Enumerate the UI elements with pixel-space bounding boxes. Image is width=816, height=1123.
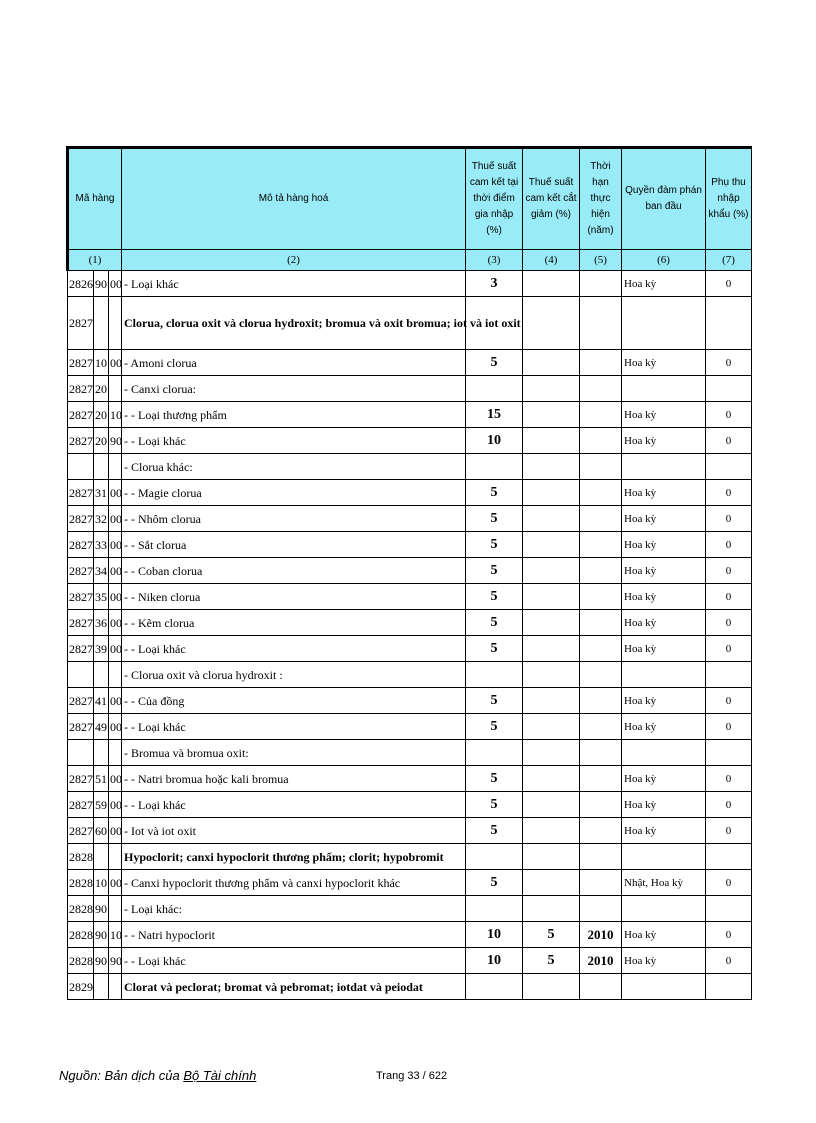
- table-row: [68, 610, 752, 636]
- negotiating-rights-cell: Hoa kỳ: [622, 558, 706, 584]
- table-row: [68, 974, 752, 1000]
- negotiating-rights-cell: Hoa kỳ: [622, 271, 706, 297]
- implementation-year-cell: [580, 506, 622, 532]
- code-heading-cell: 2827: [68, 506, 94, 532]
- code-subheading-cell: [94, 740, 109, 766]
- table-row: [68, 896, 752, 922]
- final-rate-cell: [523, 714, 580, 740]
- final-rate-cell: [523, 896, 580, 922]
- implementation-year-cell: [580, 792, 622, 818]
- code-heading-cell: 2826: [68, 271, 94, 297]
- surcharge-cell: [706, 896, 752, 922]
- implementation-year-cell: [580, 844, 622, 870]
- rate-at-accession-cell: 5: [466, 506, 523, 532]
- code-subheading-cell: 41: [94, 688, 109, 714]
- description-cell: - - Natri hypoclorit: [122, 922, 466, 948]
- code-subheading-cell: [94, 662, 109, 688]
- description-cell: - - Natri bromua hoặc kali bromua: [122, 766, 466, 792]
- surcharge-cell: 0: [706, 428, 752, 454]
- negotiating-rights-cell: Nhật, Hoa kỳ: [622, 870, 706, 896]
- implementation-year-cell: [580, 896, 622, 922]
- table-number-row: [68, 250, 752, 271]
- negotiating-rights-cell: Hoa kỳ: [622, 402, 706, 428]
- code-heading-cell: 2828: [68, 844, 94, 870]
- negotiating-rights-cell: [622, 454, 706, 480]
- implementation-year-cell: 2010: [580, 922, 622, 948]
- table-body: [68, 271, 752, 1000]
- description-cell: - - Nhôm clorua: [122, 506, 466, 532]
- rate-at-accession-cell: 5: [466, 610, 523, 636]
- code-subheading-cell: 59: [94, 792, 109, 818]
- code-subheading-cell: 10: [94, 350, 109, 376]
- description-cell: - - Loại thương phẩm: [122, 402, 466, 428]
- code-heading-cell: 2827: [68, 818, 94, 844]
- negotiating-rights-cell: [622, 376, 706, 402]
- final-rate-cell: [523, 974, 580, 1000]
- code-heading-cell: 2828: [68, 896, 94, 922]
- header-period: Thời hạn thực hiện (năm): [580, 148, 622, 250]
- table-row: [68, 792, 752, 818]
- code-national-cell: 00: [109, 688, 122, 714]
- description-cell: Clorua, clorua oxit và clorua hydroxit; bromua và oxit bromua; iot và iot oxit: [122, 297, 466, 350]
- surcharge-cell: 0: [706, 558, 752, 584]
- code-subheading-cell: 60: [94, 818, 109, 844]
- code-heading-cell: 2827: [68, 584, 94, 610]
- negotiating-rights-cell: Hoa kỳ: [622, 688, 706, 714]
- final-rate-cell: [523, 636, 580, 662]
- header-code: Mã hàng: [68, 148, 122, 250]
- code-subheading-cell: [94, 454, 109, 480]
- final-rate-cell: [523, 818, 580, 844]
- surcharge-cell: 0: [706, 506, 752, 532]
- code-heading-cell: 2827: [68, 376, 94, 402]
- code-national-cell: 00: [109, 766, 122, 792]
- tariff-table: [66, 146, 752, 1000]
- header-num-3: (3): [466, 250, 523, 271]
- implementation-year-cell: [580, 480, 622, 506]
- code-heading-cell: 2828: [68, 870, 94, 896]
- table-row: [68, 454, 752, 480]
- description-cell: Hypoclorit; canxi hypoclorit thương phẩm; clorit; hypobromit: [122, 844, 466, 870]
- description-cell: - Loại khác: [122, 271, 466, 297]
- header-num-2: (2): [122, 250, 466, 271]
- rate-at-accession-cell: 5: [466, 350, 523, 376]
- rate-at-accession-cell: 5: [466, 818, 523, 844]
- code-subheading-cell: 31: [94, 480, 109, 506]
- header-negotiating-rights: Quyền đàm phán ban đầu: [622, 148, 706, 250]
- surcharge-cell: 0: [706, 636, 752, 662]
- rate-at-accession-cell: [466, 454, 523, 480]
- code-subheading-cell: 90: [94, 271, 109, 297]
- implementation-year-cell: [580, 636, 622, 662]
- implementation-year-cell: [580, 766, 622, 792]
- negotiating-rights-cell: Hoa kỳ: [622, 792, 706, 818]
- table-row: [68, 584, 752, 610]
- negotiating-rights-cell: Hoa kỳ: [622, 350, 706, 376]
- final-rate-cell: [523, 610, 580, 636]
- final-rate-cell: [523, 506, 580, 532]
- code-national-cell: 00: [109, 792, 122, 818]
- rate-at-accession-cell: 5: [466, 636, 523, 662]
- code-subheading-cell: 20: [94, 402, 109, 428]
- rate-at-accession-cell: 5: [466, 532, 523, 558]
- rate-at-accession-cell: [466, 662, 523, 688]
- negotiating-rights-cell: [622, 740, 706, 766]
- description-cell: - Clorua khác:: [122, 454, 466, 480]
- table-row: [68, 662, 752, 688]
- code-national-cell: 00: [109, 636, 122, 662]
- description-cell: - - Loại khác: [122, 792, 466, 818]
- description-cell: - - Niken clorua: [122, 584, 466, 610]
- surcharge-cell: 0: [706, 271, 752, 297]
- negotiating-rights-cell: Hoa kỳ: [622, 584, 706, 610]
- implementation-year-cell: [580, 297, 622, 350]
- rate-at-accession-cell: 15: [466, 402, 523, 428]
- surcharge-cell: 0: [706, 584, 752, 610]
- surcharge-cell: 0: [706, 870, 752, 896]
- final-rate-cell: [523, 688, 580, 714]
- description-cell: - Iot và iot oxit: [122, 818, 466, 844]
- final-rate-cell: [523, 454, 580, 480]
- table-row: [68, 402, 752, 428]
- description-cell: - Canxi clorua:: [122, 376, 466, 402]
- implementation-year-cell: [580, 402, 622, 428]
- rate-at-accession-cell: [466, 376, 523, 402]
- implementation-year-cell: [580, 714, 622, 740]
- code-subheading-cell: 35: [94, 584, 109, 610]
- code-subheading-cell: [94, 297, 109, 350]
- code-heading-cell: 2827: [68, 350, 94, 376]
- code-national-cell: 00: [109, 584, 122, 610]
- description-cell: - Loại khác:: [122, 896, 466, 922]
- surcharge-cell: 0: [706, 948, 752, 974]
- implementation-year-cell: [580, 532, 622, 558]
- header-num-1: (1): [68, 250, 122, 271]
- negotiating-rights-cell: Hoa kỳ: [622, 922, 706, 948]
- table-row: [68, 480, 752, 506]
- implementation-year-cell: [580, 271, 622, 297]
- surcharge-cell: 0: [706, 792, 752, 818]
- description-cell: - Canxi hypoclorit thương phẩm và canxi hypoclorit khác: [122, 870, 466, 896]
- rate-at-accession-cell: 5: [466, 870, 523, 896]
- description-cell: - - Kẽm clorua: [122, 610, 466, 636]
- surcharge-cell: [706, 974, 752, 1000]
- table-row: [68, 688, 752, 714]
- code-national-cell: [109, 896, 122, 922]
- implementation-year-cell: [580, 974, 622, 1000]
- negotiating-rights-cell: Hoa kỳ: [622, 766, 706, 792]
- surcharge-cell: 0: [706, 532, 752, 558]
- code-national-cell: [109, 662, 122, 688]
- code-subheading-cell: 33: [94, 532, 109, 558]
- table-row: [68, 376, 752, 402]
- negotiating-rights-cell: Hoa kỳ: [622, 818, 706, 844]
- final-rate-cell: [523, 766, 580, 792]
- table-row: [68, 506, 752, 532]
- surcharge-cell: 0: [706, 818, 752, 844]
- rate-at-accession-cell: 5: [466, 714, 523, 740]
- rate-at-accession-cell: 10: [466, 948, 523, 974]
- code-subheading-cell: 39: [94, 636, 109, 662]
- code-national-cell: [109, 376, 122, 402]
- negotiating-rights-cell: [622, 662, 706, 688]
- code-subheading-cell: 51: [94, 766, 109, 792]
- code-national-cell: 00: [109, 558, 122, 584]
- code-heading-cell: 2828: [68, 922, 94, 948]
- header-num-6: (6): [622, 250, 706, 271]
- final-rate-cell: [523, 870, 580, 896]
- final-rate-cell: [523, 792, 580, 818]
- final-rate-cell: [523, 740, 580, 766]
- negotiating-rights-cell: Hoa kỳ: [622, 480, 706, 506]
- implementation-year-cell: [580, 870, 622, 896]
- code-heading-cell: [68, 740, 94, 766]
- code-heading-cell: 2827: [68, 610, 94, 636]
- table-row: [68, 818, 752, 844]
- code-heading-cell: 2827: [68, 558, 94, 584]
- code-subheading-cell: 20: [94, 376, 109, 402]
- code-subheading-cell: 10: [94, 870, 109, 896]
- table-header-row: [68, 148, 752, 250]
- table-row: [68, 714, 752, 740]
- negotiating-rights-cell: Hoa kỳ: [622, 610, 706, 636]
- rate-at-accession-cell: 10: [466, 428, 523, 454]
- description-cell: - - Loại khác: [122, 636, 466, 662]
- code-national-cell: 90: [109, 428, 122, 454]
- negotiating-rights-cell: Hoa kỳ: [622, 714, 706, 740]
- negotiating-rights-cell: [622, 297, 706, 350]
- code-national-cell: 00: [109, 532, 122, 558]
- code-subheading-cell: 32: [94, 506, 109, 532]
- code-subheading-cell: 90: [94, 948, 109, 974]
- code-heading-cell: [68, 662, 94, 688]
- header-num-5: (5): [580, 250, 622, 271]
- surcharge-cell: 0: [706, 350, 752, 376]
- code-subheading-cell: [94, 974, 109, 1000]
- rate-at-accession-cell: 5: [466, 558, 523, 584]
- header-rate-at-accession: Thuế suất cam kết tại thời điểm gia nhập (%): [466, 148, 523, 250]
- table-row: [68, 428, 752, 454]
- surcharge-cell: 0: [706, 922, 752, 948]
- implementation-year-cell: [580, 376, 622, 402]
- description-cell: - Bromua và bromua oxit:: [122, 740, 466, 766]
- negotiating-rights-cell: Hoa kỳ: [622, 428, 706, 454]
- code-national-cell: 00: [109, 714, 122, 740]
- description-cell: - - Loại khác: [122, 714, 466, 740]
- description-cell: - - Coban clorua: [122, 558, 466, 584]
- table-row: [68, 532, 752, 558]
- table-row: [68, 271, 752, 297]
- rate-at-accession-cell: 5: [466, 480, 523, 506]
- code-national-cell: [109, 297, 122, 350]
- negotiating-rights-cell: Hoa kỳ: [622, 506, 706, 532]
- final-rate-cell: [523, 584, 580, 610]
- source-prefix: Nguồn: Bản dịch của: [59, 1068, 184, 1083]
- rate-at-accession-cell: [466, 740, 523, 766]
- rate-at-accession-cell: 5: [466, 766, 523, 792]
- surcharge-cell: 0: [706, 714, 752, 740]
- negotiating-rights-cell: Hoa kỳ: [622, 948, 706, 974]
- implementation-year-cell: [580, 610, 622, 636]
- final-rate-cell: [523, 558, 580, 584]
- code-heading-cell: 2827: [68, 792, 94, 818]
- header-num-7: (7): [706, 250, 752, 271]
- code-heading-cell: [68, 454, 94, 480]
- code-national-cell: 00: [109, 506, 122, 532]
- table-row: [68, 948, 752, 974]
- table-row: [68, 766, 752, 792]
- code-subheading-cell: 49: [94, 714, 109, 740]
- final-rate-cell: [523, 402, 580, 428]
- implementation-year-cell: [580, 584, 622, 610]
- final-rate-cell: [523, 532, 580, 558]
- final-rate-cell: [523, 271, 580, 297]
- description-cell: - - Magie clorua: [122, 480, 466, 506]
- code-subheading-cell: 90: [94, 922, 109, 948]
- rate-at-accession-cell: 10: [466, 922, 523, 948]
- surcharge-cell: [706, 844, 752, 870]
- final-rate-cell: [523, 480, 580, 506]
- code-subheading-cell: 36: [94, 610, 109, 636]
- code-heading-cell: 2827: [68, 714, 94, 740]
- surcharge-cell: [706, 662, 752, 688]
- header-final-rate: Thuế suất cam kết cắt giảm (%): [523, 148, 580, 250]
- code-national-cell: 00: [109, 610, 122, 636]
- implementation-year-cell: [580, 428, 622, 454]
- table-row: [68, 922, 752, 948]
- rate-at-accession-cell: 5: [466, 688, 523, 714]
- surcharge-cell: [706, 376, 752, 402]
- description-cell: - - Loại khác: [122, 948, 466, 974]
- code-heading-cell: 2827: [68, 636, 94, 662]
- negotiating-rights-cell: [622, 844, 706, 870]
- implementation-year-cell: [580, 688, 622, 714]
- negotiating-rights-cell: Hoa kỳ: [622, 636, 706, 662]
- code-national-cell: 00: [109, 480, 122, 506]
- source-note: [59, 1068, 256, 1083]
- code-subheading-cell: [94, 844, 109, 870]
- code-national-cell: 00: [109, 271, 122, 297]
- rate-at-accession-cell: [466, 844, 523, 870]
- description-cell: - - Của đồng: [122, 688, 466, 714]
- final-rate-cell: 5: [523, 948, 580, 974]
- negotiating-rights-cell: [622, 896, 706, 922]
- implementation-year-cell: [580, 454, 622, 480]
- code-heading-cell: 2827: [68, 766, 94, 792]
- code-national-cell: 90: [109, 948, 122, 974]
- code-heading-cell: 2827: [68, 480, 94, 506]
- code-subheading-cell: 34: [94, 558, 109, 584]
- surcharge-cell: 0: [706, 610, 752, 636]
- code-heading-cell: 2827: [68, 532, 94, 558]
- table-row: [68, 636, 752, 662]
- final-rate-cell: [523, 297, 580, 350]
- implementation-year-cell: [580, 558, 622, 584]
- code-heading-cell: 2829: [68, 974, 94, 1000]
- table-row: [68, 558, 752, 584]
- surcharge-cell: 0: [706, 402, 752, 428]
- final-rate-cell: [523, 844, 580, 870]
- code-national-cell: [109, 974, 122, 1000]
- code-national-cell: [109, 844, 122, 870]
- implementation-year-cell: [580, 350, 622, 376]
- code-national-cell: 10: [109, 402, 122, 428]
- table-row: [68, 297, 752, 350]
- negotiating-rights-cell: [622, 974, 706, 1000]
- code-national-cell: [109, 740, 122, 766]
- header-description: Mô tả hàng hoá: [122, 148, 466, 250]
- surcharge-cell: 0: [706, 688, 752, 714]
- surcharge-cell: [706, 297, 752, 350]
- table-row: [68, 740, 752, 766]
- table-row: [68, 844, 752, 870]
- rate-at-accession-cell: 5: [466, 792, 523, 818]
- rate-at-accession-cell: 3: [466, 271, 523, 297]
- code-subheading-cell: 90: [94, 896, 109, 922]
- final-rate-cell: [523, 662, 580, 688]
- code-national-cell: 10: [109, 922, 122, 948]
- code-heading-cell: 2827: [68, 428, 94, 454]
- surcharge-cell: [706, 454, 752, 480]
- header-surcharge: Phụ thu nhập khẩu (%): [706, 148, 752, 250]
- surcharge-cell: 0: [706, 766, 752, 792]
- final-rate-cell: [523, 350, 580, 376]
- description-cell: - - Sắt clorua: [122, 532, 466, 558]
- surcharge-cell: [706, 740, 752, 766]
- negotiating-rights-cell: Hoa kỳ: [622, 532, 706, 558]
- code-heading-cell: 2827: [68, 297, 94, 350]
- code-heading-cell: 2827: [68, 402, 94, 428]
- description-cell: - Amoni clorua: [122, 350, 466, 376]
- final-rate-cell: 5: [523, 922, 580, 948]
- code-national-cell: [109, 454, 122, 480]
- final-rate-cell: [523, 428, 580, 454]
- code-heading-cell: 2828: [68, 948, 94, 974]
- code-national-cell: 00: [109, 870, 122, 896]
- code-national-cell: 00: [109, 818, 122, 844]
- table-row: [68, 870, 752, 896]
- code-national-cell: 00: [109, 350, 122, 376]
- code-heading-cell: 2827: [68, 688, 94, 714]
- description-cell: - - Loại khác: [122, 428, 466, 454]
- header-num-4: (4): [523, 250, 580, 271]
- code-subheading-cell: 20: [94, 428, 109, 454]
- final-rate-cell: [523, 376, 580, 402]
- implementation-year-cell: [580, 818, 622, 844]
- rate-at-accession-cell: 5: [466, 584, 523, 610]
- description-cell: - Clorua oxit và clorua hydroxit :: [122, 662, 466, 688]
- description-cell: Clorat và peclorat; bromat và pebromat; iotdat và peiodat: [122, 974, 466, 1000]
- implementation-year-cell: 2010: [580, 948, 622, 974]
- implementation-year-cell: [580, 740, 622, 766]
- source-link[interactable]: Bộ Tài chính: [183, 1068, 257, 1083]
- table-row: [68, 350, 752, 376]
- implementation-year-cell: [580, 662, 622, 688]
- page-number: Trang 33 / 622: [376, 1070, 448, 1082]
- rate-at-accession-cell: [466, 974, 523, 1000]
- surcharge-cell: 0: [706, 480, 752, 506]
- rate-at-accession-cell: [466, 896, 523, 922]
